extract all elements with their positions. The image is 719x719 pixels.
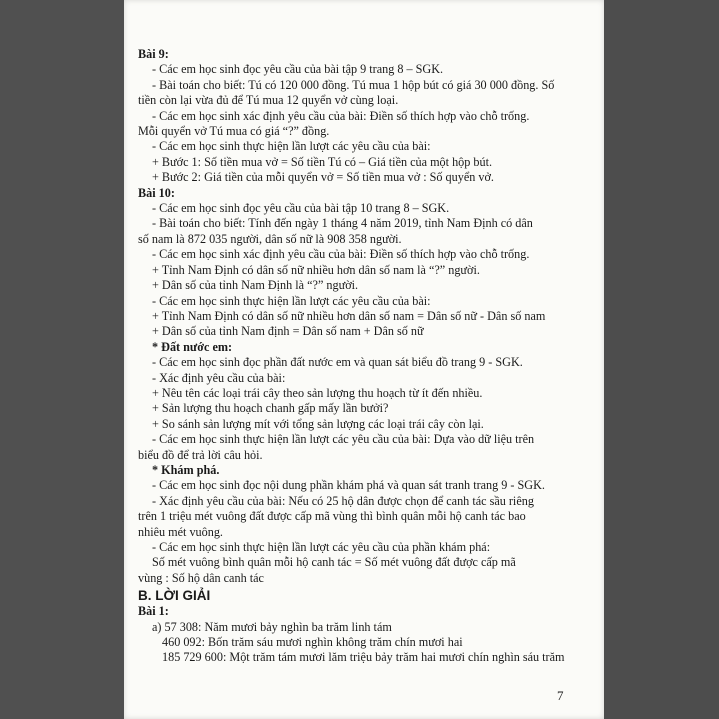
text-line: + Bước 2: Giá tiền của mỗi quyển vở = Số tiền mua vở : Số quyển vở. [152, 170, 494, 185]
text-line: - Các em học sinh đọc yêu cầu của bài tập 9 trang 8 – SGK. [152, 62, 444, 77]
text-line: - Các em học sinh đọc phần đất nước em và quan sát biểu đồ trang 9 - SGK. [152, 355, 523, 370]
text-line: + Dân số của tỉnh Nam định = Dân số nam + Dân số nữ [152, 324, 424, 339]
text-line: biểu đồ để trả lời câu hỏi. [138, 447, 263, 462]
text-line: - Các em học sinh xác định yêu cầu của bài: Điền số thích hợp vào chỗ trống. [152, 108, 530, 123]
heading-bai-9: Bài 9: [138, 47, 169, 61]
text-line: + Bước 1: Số tiền mua vở = Số tiền Tú có – Giá tiền của một hộp bút. [152, 154, 493, 169]
text-line: + Dân số của tỉnh Nam Định là “?” người. [152, 278, 359, 293]
text-line: vùng : Số hộ dân canh tác [138, 570, 264, 585]
text-line: - Các em học sinh thực hiện lần lượt các yêu cầu của bài: [152, 293, 431, 308]
text-line: - Các em học sinh thực hiện lần lượt các yêu cầu của bài: Dựa vào dữ liệu trên [152, 432, 535, 447]
text-line: Số mét vuông bình quân mỗi hộ canh tác = Số mét vuông đất được cấp mã [152, 555, 516, 570]
section-heading-loi-giai: B. LỜI GIẢI [138, 588, 211, 604]
text-line: - Xác định yêu cầu của bài: Nếu có 25 hộ dân được chọn để canh tác sầu riêng [152, 493, 534, 508]
subheading-kham-pha: * Khám phá. [152, 462, 220, 477]
left-margin-background [0, 0, 124, 719]
text-line: - Bài toán cho biết: Tú có 120 000 đồng. Tú mua 1 hộp bút có giá 30 000 đồng. Số [152, 77, 555, 92]
text-line: 185 729 600: Một trăm tám mươi lăm triệu bảy trăm hai mươi chín nghìn sáu trăm [162, 650, 565, 665]
text-line: + Nêu tên các loại trái cây theo sản lượng thu hoạch từ ít đến nhiều. [152, 385, 483, 400]
heading-bai-10: Bài 10: [138, 185, 175, 200]
text-line: - Các em học sinh đọc yêu cầu của bài tập 10 trang 8 – SGK. [152, 201, 450, 216]
text-line: - Các em học sinh thực hiện lần lượt các yêu cầu của phần khám phá: [152, 540, 491, 554]
text-line: a) 57 308: Năm mươi bảy nghìn ba trăm linh tám [152, 619, 392, 634]
text-line: nhiêu mét vuông. [138, 524, 223, 539]
text-line: tiền còn lại vừa đủ để Tú mua 12 quyển vở cùng loại. [138, 93, 399, 108]
text-line: + Sản lượng thu hoạch chanh gấp mấy lần bưởi? [152, 401, 389, 416]
text-line: + So sánh sản lượng mít với tổng sản lượng các loại trái cây còn lại. [152, 416, 484, 431]
text-line: - Các em học sinh thực hiện lần lượt các yêu cầu của bài: [152, 139, 431, 154]
heading-bai-1: Bài 1: [138, 604, 169, 619]
text-line: + Tỉnh Nam Định có dân số nữ nhiều hơn dân số nam = Dân số nữ - Dân số nam [152, 308, 546, 323]
text-line: - Bài toán cho biết: Tính đến ngày 1 tháng 4 năm 2019, tỉnh Nam Định có dân [152, 216, 533, 231]
text-line: số nam là 872 035 người, dân số nữ là 908 358 người. [138, 231, 402, 246]
text-line: - Xác định yêu cầu của bài: [152, 370, 286, 385]
text-line: Mỗi quyển vở Tú mua có giá “?” đồng. [138, 124, 330, 139]
page-content [138, 47, 576, 666]
right-margin-background [604, 0, 719, 719]
text-line: - Các em học sinh xác định yêu cầu của bài: Điền số thích hợp vào chỗ trống. [152, 247, 530, 262]
subheading-dat-nuoc-em: * Đất nước em: [152, 339, 233, 354]
text-line: + Tỉnh Nam Định có dân số nữ nhiều hơn dân số nam là “?” người. [152, 262, 480, 277]
text-line: trên 1 triệu mét vuông đất được cấp mã vùng thì bình quân mỗi hộ canh tác bao [138, 509, 526, 524]
text-line: 460 092: Bốn trăm sáu mươi nghìn không trăm chín mươi hai [162, 635, 463, 650]
text-line: - Các em học sinh đọc nội dung phần khám phá và quan sát tranh trang 9 - SGK. [152, 478, 545, 493]
page-number: 7 [557, 688, 564, 703]
